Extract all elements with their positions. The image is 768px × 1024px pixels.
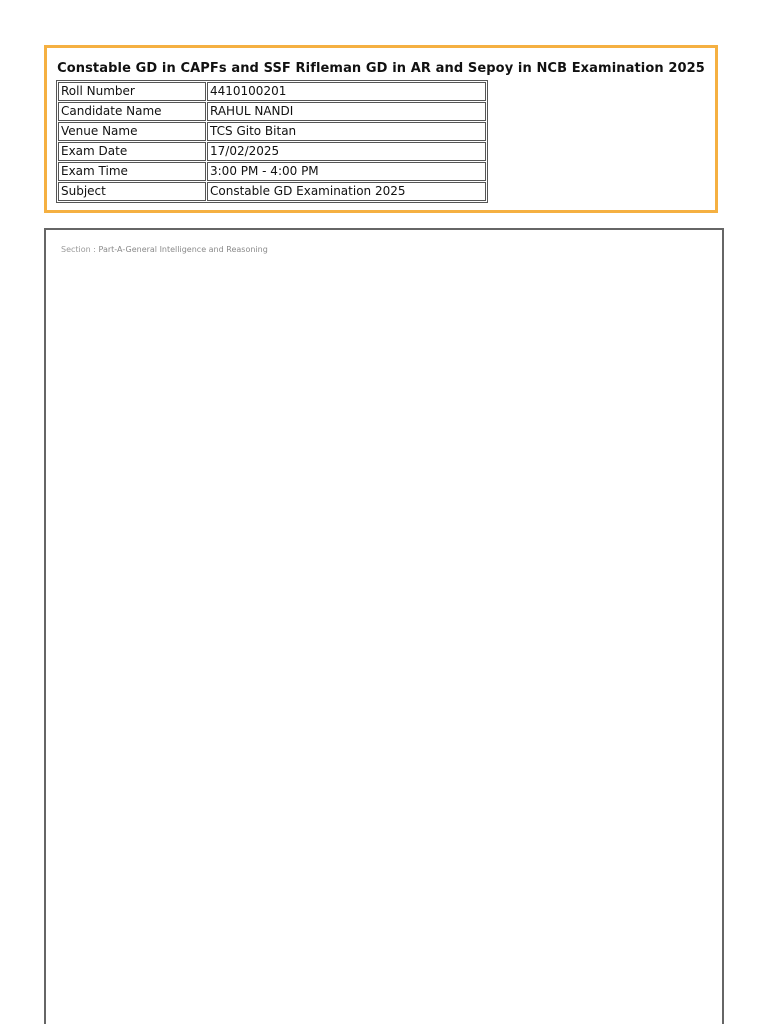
exam-date-label: Exam Date: [58, 142, 206, 161]
section-heading: [61, 245, 268, 254]
subject-value: Constable GD Examination 2025: [207, 182, 486, 201]
roll-number-label: Roll Number: [58, 82, 206, 101]
subject-label: Subject: [58, 182, 206, 201]
question-content-area: [44, 228, 724, 1024]
section-prefix: Section :: [61, 245, 99, 254]
roll-number-value: 4410100201: [207, 82, 486, 101]
table-row: [58, 182, 486, 201]
section-name: Part-A-General Intelligence and Reasoning: [98, 245, 268, 254]
table-row: [58, 82, 486, 101]
candidate-name-label: Candidate Name: [58, 102, 206, 121]
candidate-name-value: RAHUL NANDI: [207, 102, 486, 121]
table-row: [58, 142, 486, 161]
table-row: [58, 102, 486, 121]
venue-name-label: Venue Name: [58, 122, 206, 141]
exam-title: Constable GD in CAPFs and SSF Rifleman GD in AR and Sepoy in NCB Examination 2025: [57, 61, 705, 76]
candidate-info-panel: [44, 45, 718, 213]
exam-time-value: 3:00 PM - 4:00 PM: [207, 162, 486, 181]
exam-date-value: 17/02/2025: [207, 142, 486, 161]
table-row: [58, 122, 486, 141]
venue-name-value: TCS Gito Bitan: [207, 122, 486, 141]
candidate-info-table: [56, 80, 488, 203]
exam-time-label: Exam Time: [58, 162, 206, 181]
table-row: [58, 162, 486, 181]
